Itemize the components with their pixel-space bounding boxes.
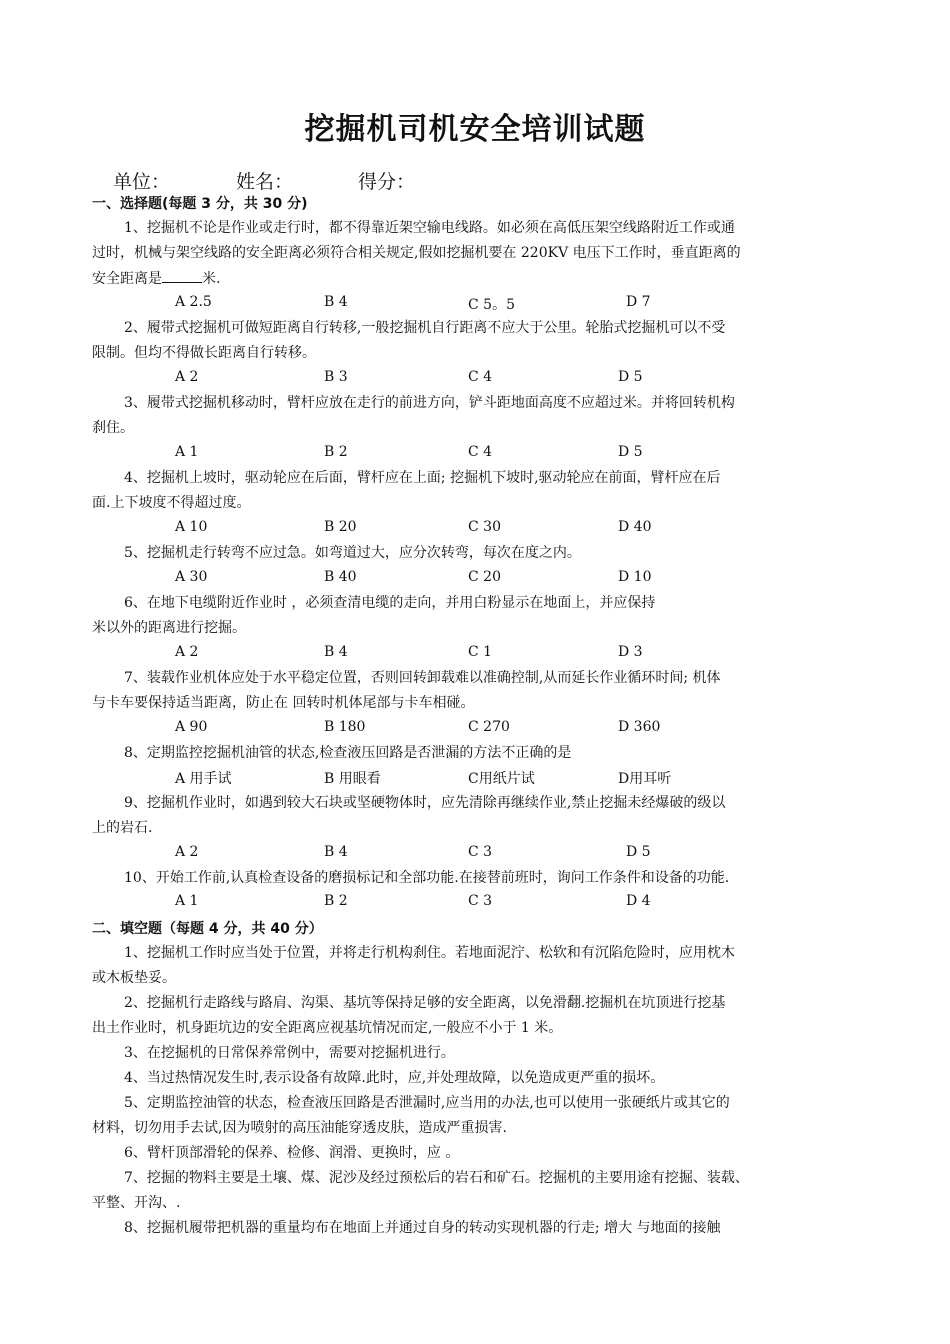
question-text: 2、挖掘机行走路线与路肩、沟渠、基坑等保持足够的安全距离，以免滑翻.挖掘机在坑顶进行挖基 (124, 995, 726, 1011)
question-text: 平整、开沟、. (92, 1195, 181, 1211)
option-d: D 5 (618, 444, 643, 460)
page-title: 挖掘机司机安全培训试题 (304, 112, 646, 147)
question-text: 2、履带式挖掘机可做短距离自行转移,一般挖掘机自行距离不应大于公里。轮胎式挖掘机可以不受 (124, 320, 726, 336)
option-d: D用耳听 (618, 771, 672, 787)
option-b: B 20 (324, 519, 357, 535)
option-d: D 5 (618, 369, 643, 385)
question-text: 9、挖掘机作业时，如遇到较大石块或坚硬物体时，应先清除再继续作业,禁止挖掘未经爆破的级以 (124, 795, 726, 811)
option-c: C 5。5 (468, 297, 515, 313)
option-c: C用纸片试 (468, 771, 535, 787)
question-text: 6、臂杆顶部滑轮的保养、检修、润滑、更换时，应 。 (124, 1145, 460, 1161)
option-d: D 5 (626, 844, 651, 860)
answer-blank (162, 268, 202, 283)
question-text: 米以外的距离进行挖掘。 (92, 620, 246, 636)
option-b: B 3 (324, 369, 348, 385)
option-a: A 30 (175, 569, 208, 585)
name-label: 姓名： (236, 171, 294, 193)
option-b: B 40 (324, 569, 357, 585)
question-text: 5、定期监控油管的状态，检查液压回路是否泄漏时,应当用的办法,也可以使用一张硬纸片或其它的 (124, 1095, 730, 1111)
question-text: 3、履带式挖掘机移动时，臂杆应放在走行的前进方向，铲斗距地面高度不应超过米。并将回转机构 (124, 395, 735, 411)
option-d: D 3 (618, 644, 643, 660)
question-text: 4、当过热情况发生时,表示设备有故障.此时，应,并处理故障，以免造成更严重的损坏。 (124, 1070, 665, 1086)
option-a: A 2 (175, 369, 199, 385)
option-c: C 30 (468, 519, 501, 535)
question-text: 4、挖掘机上坡时，驱动轮应在后面，臂杆应在上面; 挖掘机下坡时,驱动轮应在前面，臂杆应在后 (124, 470, 721, 486)
option-b: B 2 (324, 444, 348, 460)
option-c: C 1 (468, 644, 493, 660)
option-b: B 180 (324, 719, 366, 735)
option-a: A 1 (175, 893, 199, 909)
option-d: D 7 (626, 294, 651, 310)
question-text: 8、定期监控挖掘机油管的状态,检查液压回路是否泄漏的方法不正确的是 (124, 745, 572, 761)
question-text: 7、装载作业机体应处于水平稳定位置，否则回转卸载难以准确控制,从而延长作业循环时间; 机体 (124, 670, 721, 686)
option-d: D 10 (618, 569, 652, 585)
question-text: 刹住。 (92, 420, 134, 436)
unit-label: 单位： (113, 171, 171, 193)
question-text: 3、在挖掘机的日常保养常例中，需要对挖掘机进行。 (124, 1045, 455, 1061)
question-text: 安全距离是 米. (92, 268, 220, 289)
section-heading: 二、填空题（每题 4 分，共 40 分） (92, 921, 323, 937)
question-text: 6、在地下电缆附近作业时 ，必须查清电缆的走向，并用白粉显示在地面上，并应保持 (124, 595, 656, 611)
option-b: B 4 (324, 644, 348, 660)
option-b: B 4 (324, 294, 348, 310)
option-c: C 3 (468, 844, 493, 860)
option-a: A 2 (175, 644, 199, 660)
option-c: C 20 (468, 569, 501, 585)
question-text: 材料，切勿用手去试,因为喷射的高压油能穿透皮肤，造成严重损害. (92, 1120, 507, 1136)
option-c: C 4 (468, 444, 493, 460)
question-text: 或木板垫妥。 (92, 970, 176, 986)
question-text: 面.上下坡度不得超过度。 (92, 495, 251, 511)
option-a: A 90 (175, 719, 208, 735)
question-text: 8、挖掘机履带把机器的重量均布在地面上并通过自身的转动实现机器的行走; 增大 与地面的接触 (124, 1220, 721, 1236)
question-text: 上的岩石. (92, 820, 153, 836)
option-a: A 2 (175, 844, 199, 860)
question-text: 过时，机械与架空线路的安全距离必须符合相关规定,假如挖掘机要在 220KV 电压下工作时，垂直距离的 (92, 245, 741, 261)
option-c: C 3 (468, 893, 493, 909)
option-d: D 40 (618, 519, 652, 535)
option-b: B 用眼看 (324, 771, 381, 787)
section-heading: 一、选择题(每题 3 分，共 30 分) (92, 196, 308, 212)
option-a: A 2.5 (175, 294, 212, 310)
question-text: 10、开始工作前,认真检查设备的磨损标记和全部功能.在接替前班时，询问工作条件和设备的功能. (124, 870, 730, 886)
question-text: 1、挖掘机工作时应当处于位置，并将走行机构刹住。若地面泥泞、松软和有沉陷危险时，应用枕木 (124, 945, 735, 961)
option-d: D 4 (626, 893, 651, 909)
question-text: 限制。但均不得做长距离自行转移。 (92, 345, 316, 361)
option-a: A 1 (175, 444, 199, 460)
question-text: 1、挖掘机不论是作业或走行时，都不得靠近架空输电线路。如必须在高低压架空线路附近工作或通 (124, 220, 735, 236)
question-text: 与卡车要保持适当距离，防止在 回转时机体尾部与卡车相碰。 (92, 695, 475, 711)
option-d: D 360 (618, 719, 661, 735)
question-text: 7、挖掘的物料主要是土壤、煤、泥沙及经过预松后的岩石和矿石。挖掘机的主要用途有挖掘、装载、 (124, 1170, 749, 1186)
option-b: B 4 (324, 844, 348, 860)
score-label: 得分： (358, 171, 416, 193)
option-b: B 2 (324, 893, 348, 909)
option-a: A 用手试 (175, 771, 232, 787)
question-text: 出土作业时，机身距坑边的安全距离应视基坑情况而定,一般应不小于 1 米。 (92, 1020, 563, 1036)
option-c: C 270 (468, 719, 510, 735)
question-text: 5、挖掘机走行转弯不应过急。如弯道过大，应分次转弯，每次在度之内。 (124, 545, 581, 561)
option-c: C 4 (468, 369, 493, 385)
option-a: A 10 (175, 519, 208, 535)
